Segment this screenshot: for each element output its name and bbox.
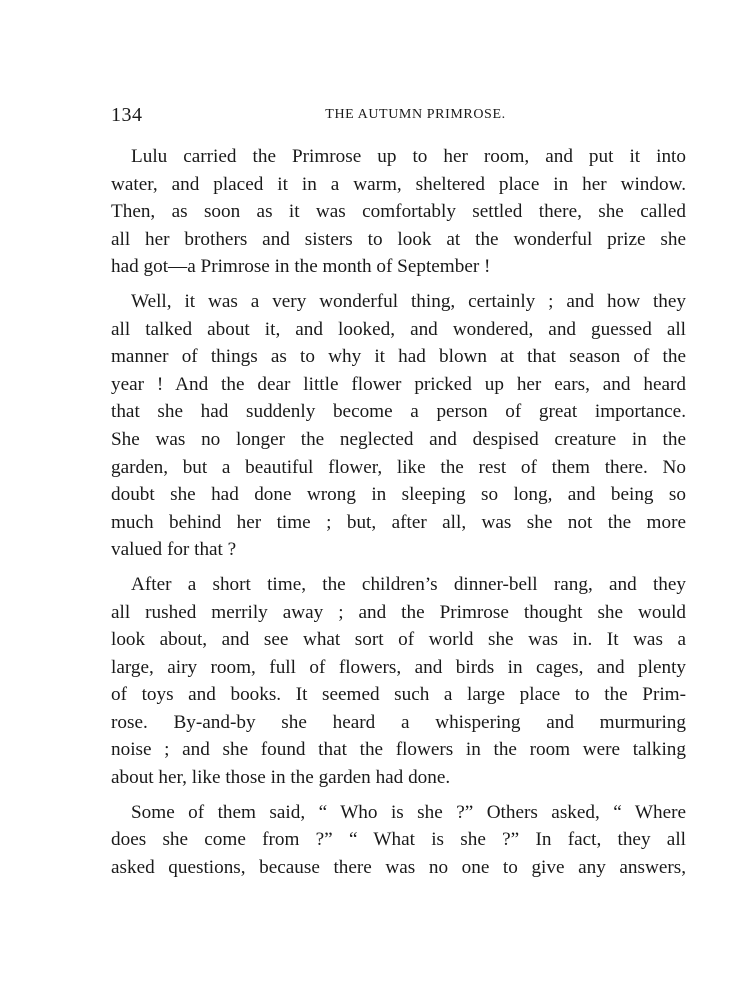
text-line: noise ; and she found that the flowers in the room were talking bbox=[111, 739, 686, 761]
text-line: asked questions, because there was no one to give any answers, bbox=[111, 856, 686, 878]
text-line: Lulu carried the Primrose up to her room, and put it into bbox=[131, 146, 686, 167]
page-number: 134 bbox=[111, 104, 143, 126]
text-line: Well, it was a very wonderful thing, certainly ; and how they bbox=[131, 290, 686, 312]
text-line: She was no longer the neglected and despised creature in the bbox=[111, 428, 686, 450]
text-line: water, and placed it in a warm, sheltered place in her window. bbox=[111, 173, 686, 195]
text-line: Then, as soon as it was comfortably settled there, she called bbox=[111, 201, 686, 223]
text-line: had got—a Primrose in the month of September ! bbox=[111, 256, 491, 278]
text-line: that she had suddenly become a person of great importance. bbox=[111, 401, 686, 423]
running-head bbox=[111, 104, 686, 128]
text-line: year ! And the dear little flower pricked up her ears, and heard bbox=[111, 373, 686, 395]
text-line: rose. By-and-by she heard a whispering and murmuring bbox=[111, 711, 686, 733]
text-line: Some of them said, “ Who is she ?” Others asked, “ Where bbox=[131, 801, 686, 823]
text-line: of toys and books. It seemed such a large place to the Prim- bbox=[111, 684, 686, 706]
text-line: doubt she had done wrong in sleeping so long, and being so bbox=[111, 484, 686, 506]
text-line: much behind her time ; but, after all, was she not the more bbox=[111, 511, 686, 533]
text-line: After a short time, the children’s dinner-bell rang, and they bbox=[131, 573, 686, 595]
paragraph bbox=[111, 288, 686, 564]
text-line: valued for that ? bbox=[111, 539, 237, 561]
paragraph bbox=[111, 143, 686, 281]
text-line: all rushed merrily away ; and the Primrose thought she would bbox=[111, 601, 686, 623]
paragraph bbox=[111, 799, 686, 882]
running-title: THE AUTUMN PRIMROSE. bbox=[325, 107, 506, 122]
text-line: garden, but a beautiful flower, like the rest of them there. No bbox=[111, 456, 686, 478]
text-line: does she come from ?” “ What is she ?” In fact, they all bbox=[111, 829, 686, 851]
text-line: look about, and see what sort of world she was in. It was a bbox=[111, 629, 686, 651]
text-line: all her brothers and sisters to look at the wonderful prize she bbox=[111, 228, 686, 250]
paragraph bbox=[111, 571, 686, 792]
body-text bbox=[111, 143, 686, 888]
text-line: large, airy room, full of flowers, and birds in cages, and plenty bbox=[111, 656, 686, 678]
text-line: about her, like those in the garden had done. bbox=[111, 767, 451, 789]
text-line: manner of things as to why it had blown at that season of the bbox=[111, 346, 686, 368]
text-line: all talked about it, and looked, and wondered, and guessed all bbox=[111, 318, 686, 340]
